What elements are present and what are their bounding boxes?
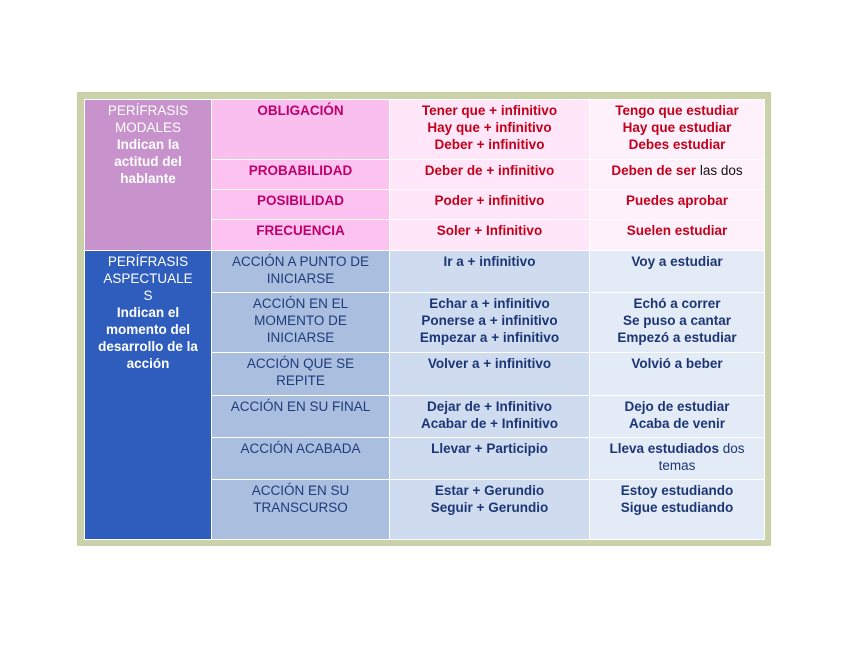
form-cell: [390, 438, 590, 480]
category-text: ACCIÓN EN EL: [252, 296, 349, 311]
modal-title-line: MODALES: [114, 120, 182, 135]
aspect-title-line: S: [143, 288, 153, 303]
category-text: INICIARSE: [266, 330, 335, 345]
example-text: Puedes aprobar: [625, 193, 729, 208]
form-cell: [390, 480, 590, 540]
form-cell: [390, 396, 590, 438]
example-cell: [590, 190, 765, 220]
form-text: Ponerse a + infinitivo: [421, 313, 558, 328]
example-text: Suelen estudiar: [626, 223, 728, 238]
example-text: Hay que estudiar: [622, 120, 732, 135]
form-cell: [390, 190, 590, 220]
category-cell: [212, 438, 390, 480]
form-text: Empezar a + infinitivo: [419, 330, 560, 345]
example-text: Echó a correr: [633, 296, 721, 311]
modal-desc-line: actitud del: [114, 154, 182, 169]
form-text: Seguir + Gerundio: [430, 500, 549, 515]
example-cell: [590, 220, 765, 251]
form-cell: [390, 293, 590, 353]
form-text: Poder + infinitivo: [434, 193, 545, 208]
category-text: FRECUENCIA: [256, 223, 345, 238]
example-text: Sigue estudiando: [620, 500, 734, 515]
category-text: INICIARSE: [266, 271, 335, 286]
example-cell: [590, 438, 765, 480]
example-cell: [590, 480, 765, 540]
example-text-plain: dos temas: [658, 441, 745, 473]
example-text: Lleva estudiados: [609, 441, 719, 456]
example-cell: [590, 251, 765, 293]
category-cell: [212, 190, 390, 220]
example-text: Volvió a beber: [631, 356, 723, 371]
example-text: Estoy estudiando: [620, 483, 734, 498]
aspect-title-line: ASPECTUALE: [103, 271, 193, 286]
example-text: Tengo que estudiar: [615, 103, 739, 118]
example-text: Acaba de venir: [628, 416, 726, 431]
category-text: PROBABILIDAD: [248, 163, 353, 178]
category-cell: [212, 251, 390, 293]
form-text: Ir a + infinitivo: [443, 254, 536, 269]
example-cell: [590, 100, 765, 160]
form-cell: [390, 251, 590, 293]
example-text: Deben de ser: [611, 163, 697, 178]
category-cell: [212, 100, 390, 160]
aspect-row-punto-iniciarse: [85, 251, 765, 293]
example-text-plain: las dos: [696, 163, 743, 178]
form-text: Estar + Gerundio: [434, 483, 545, 498]
category-cell: [212, 353, 390, 396]
category-cell: [212, 160, 390, 190]
example-text: Dejo de estudiar: [624, 399, 730, 414]
form-cell: [390, 353, 590, 396]
modal-row-obligacion: [85, 100, 765, 160]
example-text: Debes estudiar: [628, 137, 726, 152]
example-cell: [590, 160, 765, 190]
category-cell: [212, 293, 390, 353]
aspect-group-label: [85, 251, 212, 540]
form-text: Hay que + infinitivo: [427, 120, 552, 135]
example-cell: [590, 396, 765, 438]
category-text: ACCIÓN EN SU FINAL: [230, 399, 371, 414]
example-text: Voy a estudiar: [631, 254, 723, 269]
category-text: ACCIÓN EN SU: [251, 483, 350, 498]
form-text: Echar a + infinitivo: [429, 296, 550, 311]
slide-frame: [77, 92, 771, 546]
form-cell: [390, 220, 590, 251]
modal-group-label: [85, 100, 212, 251]
form-text: Dejar de + Infinitivo: [427, 399, 552, 414]
category-text: ACCIÓN QUE SE: [246, 356, 355, 371]
form-text: Acabar de + Infinitivo: [421, 416, 558, 431]
form-text: Deber + infinitivo: [434, 137, 545, 152]
category-text: ACCIÓN ACABADA: [240, 441, 361, 456]
category-text: REPITE: [276, 373, 325, 388]
form-cell: [390, 160, 590, 190]
aspect-desc-line: Indican el: [116, 305, 180, 320]
form-text: Tener que + infinitivo: [421, 103, 558, 118]
category-cell: [212, 220, 390, 251]
form-text: Llevar + Participio: [431, 441, 548, 456]
aspect-desc-line: momento del: [105, 322, 190, 337]
category-text: TRANSCURSO: [253, 500, 348, 515]
category-text: POSIBILIDAD: [256, 193, 344, 208]
form-text: Deber de + infinitivo: [424, 163, 555, 178]
modal-desc-line: hablante: [120, 171, 176, 186]
example-cell: [590, 353, 765, 396]
category-text: MOMENTO DE: [254, 313, 347, 328]
category-cell: [212, 396, 390, 438]
category-cell: [212, 480, 390, 540]
category-text: OBLIGACIÓN: [257, 103, 344, 118]
periphrasis-table: [84, 99, 765, 540]
aspect-title-line: PERÍFRASIS: [107, 254, 189, 269]
form-text: Volver a + infinitivo: [427, 356, 552, 371]
example-text: Se puso a cantar: [622, 313, 732, 328]
aspect-desc-line: acción: [126, 356, 170, 371]
category-text: ACCIÓN A PUNTO DE: [231, 254, 370, 269]
aspect-desc-line: desarrollo de la: [98, 339, 198, 354]
example-cell: [590, 293, 765, 353]
form-text: Soler + Infinitivo: [436, 223, 543, 238]
example-text: Empezó a estudiar: [617, 330, 737, 345]
modal-title-line: PERÍFRASIS: [107, 103, 189, 118]
modal-desc-line: Indican la: [116, 137, 180, 152]
form-cell: [390, 100, 590, 160]
